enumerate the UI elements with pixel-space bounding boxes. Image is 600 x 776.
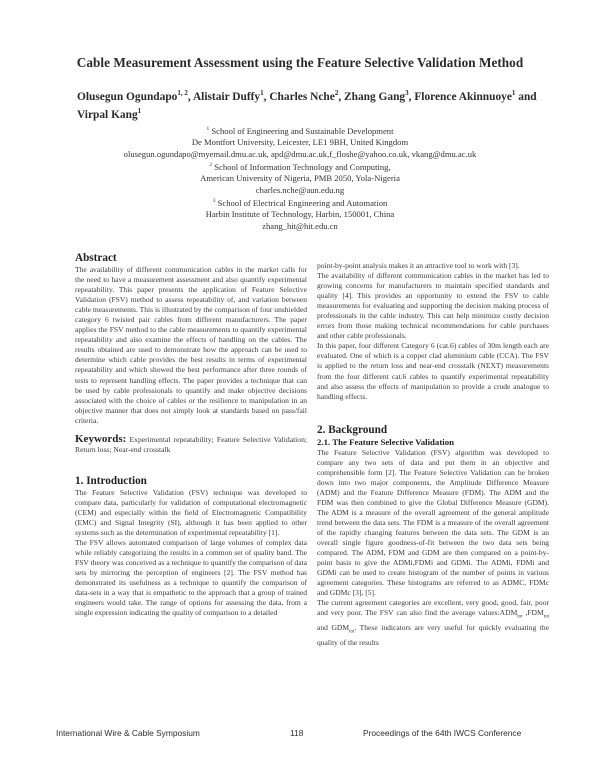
affiliation-line — [0, 196, 600, 209]
formula-subscript: tot — [517, 614, 523, 620]
affiliation-line — [0, 124, 600, 137]
page-number: 118 — [290, 728, 304, 738]
affiliation-emails: zhang_hit@hit.edu.cn — [262, 220, 338, 231]
affiliation-mark: 3 — [212, 198, 216, 205]
affiliation-mark: 2 — [209, 162, 213, 169]
author-name: Alistair Duffy — [192, 90, 261, 103]
author-affiliation-mark: 2 — [334, 89, 339, 97]
formula-separator: , — [522, 608, 528, 618]
paragraph-text: The current agreement categories are excellent, very good, good, fair, poor and very poor. The FSV can also find the average values: — [317, 598, 549, 618]
footer-proceedings: Proceedings of the 64th IWCS Conference — [363, 728, 522, 738]
author-list: Olusegun Ogundapo$^{1, 2}$, Alistair Duffy$^1$, Charles Nche$^2$, Zhang Gang$^3$, Florence Akinnuoye$^1$ and Virpal Kang$^1$ — [77, 89, 537, 121]
affiliation-school: School of Electrical Engineering and Automation — [217, 198, 388, 209]
author-conjunction: and — [518, 90, 537, 103]
keywords-text: Experimental repeatability; Feature Selective Validation; Return loss; Near-end crosstalk — [75, 434, 307, 454]
left-column — [75, 252, 307, 618]
author-name: Virpal Kang — [77, 108, 138, 121]
affiliation-line: American University of Nigeria, PMB 2050, Yola-Nigeria — [200, 173, 400, 184]
paragraph: The Feature Selective Validation (FSV) technique was developed to compare data, particularly for validation of computational electromagnetic (CEM) and especially within the field of Electromagnetic Compatibility (EMC) and Signal Integrity (SI), although it has been applied to other systems such as the determination of experimental repeatability [1]. — [75, 487, 307, 537]
right-column — [317, 261, 549, 648]
keywords — [75, 434, 307, 455]
author-name: Olusegun Ogundapo — [77, 90, 178, 103]
affiliations — [0, 124, 600, 232]
paragraph: The availability of different communication cables in the market has led to growing concerns for manufacturers to maintain specified standards and quality [4]. This provides an opportunity to extend the FSV to cable measurements for evaluating and supporting the decision making process of professionals in the cable industry. This can help minimize costly decision errors from those making technical recommendations for cable purchases and other cable professionals. — [317, 271, 549, 341]
paragraph: The Feature Selective Validation (FSV) algorithm was developed to compare any two sets of data and put them in an objective and comprehensible form [2]. The Feature Selective Validation can be broken down into two major components, the Amplitude Difference Measure (ADM) and the Feature Difference Measure (FDM). The ADM and the FDM was then combined to give the Global Difference Measure (GDM). The ADM is a measure of the overall agreement of the general amplitude trend between the data sets. The FDM is a measure of the overall agreement of the rapidly changing features between the data sets. The GDM is an overall single figure goodness-of-fit between the two data sets being compared. The ADM, FDM and GDM are then compared on a point-by-point basis to give the ADMi,FDMi and GDMi. The ADMi, FDMi and GDMi can be used to create histogram of the number of points in various agreement categories. These histograms are referred to as ADMC, FDMc and GDMc [3], [5]. — [317, 447, 549, 598]
fsv-subheading: 2.1. The Feature Selective Validation — [317, 436, 454, 447]
keywords-label: Keywords: — [75, 432, 127, 445]
affiliation-mark: 1 — [206, 126, 210, 132]
paragraph-text: . These indicators are very useful for quickly evaluating the quality of the results — [317, 622, 549, 647]
affiliation-line — [0, 160, 600, 173]
formula-subscript: tot — [543, 614, 549, 620]
page-footer — [0, 728, 600, 742]
affiliation-school: School of Information Technology and Computing, — [214, 161, 391, 172]
author-affiliation-mark: 1 — [260, 89, 264, 97]
author-name: Charles Nche — [269, 90, 335, 103]
paper-title: Cable Measurement Assessment using the Feature Selective Validation Method — [76, 55, 524, 70]
formula-separator: and — [317, 622, 332, 632]
affiliation-line: Harbin Institute of Technology, Harbin, 150001, China — [205, 209, 395, 220]
paragraph: point-by-point analysis makes it an attractive tool to work with [3]. — [317, 261, 520, 270]
author-name: Florence Akinnuoye — [414, 90, 512, 103]
author-affiliation-mark: 1, 2 — [177, 89, 188, 97]
affiliation-line: De Montfort University, Leicester, LE1 9BH, United Kingdom — [191, 137, 409, 148]
formula-term: FDM — [527, 608, 544, 618]
paragraph: The FSV allows automated comparison of large volumes of complex data while reliably categorizing the results in a common set of quality band. The FSV theory was conceived as a technique to quantify the comparison of data sets by mirroring the perception of engineers [2]. The FSV method has demonstrated its usefulness as a technique to quantify the comparison of data-sets in a way that is empathetic to the approach that a group of trained engineers would take. The range of options for assessing the data, from a single expression indicating the quality of comparison to a detailed — [75, 537, 307, 618]
author-affiliation-mark: 1 — [511, 89, 516, 97]
paragraph — [317, 598, 549, 647]
author-affiliation-mark: 1 — [137, 106, 142, 115]
footer-symposium: International Wire & Cable Symposium — [56, 728, 200, 738]
formula-term: ADM — [499, 608, 518, 618]
introduction-heading: 1. Introduction — [75, 474, 147, 487]
author-name: Zhang Gang — [344, 90, 406, 103]
abstract-text: The availability of different communication cables in the market calls for the need to have a measurement assessment and also quantify experimental repeatability. This paper presents the application of Feature Selective Validation (FSV) method to assess repeatability of, and variation between cable measurements. This is illustrated by the comparison of four unshielded category 6 twisted pair cables from different manufacturers. The paper applies the FSV method to the cable measurements to quantify experimental repeatability and also examine the effects of handling on the cables. The results obtained are used to demonstrate how the approach can be used to determine which cable provides the best results in terms of experimental repeatability and which showed the best performance after three rounds of tests to represent handling effects. The paper provides a technique that can be used by cable professionals to quantify and make objective decisions associated with the choice of cables or the resilience to manipulation in an objective manner that does not simply look at standards based on pass/fail criteria. — [75, 265, 307, 425]
abstract-heading: Abstract — [75, 252, 117, 264]
affiliation-school: School of Engineering and Sustainable Development — [211, 125, 394, 136]
formula-subscript: tot — [349, 629, 355, 635]
affiliation-emails: olusegun.ogundapo@myemail.dmu.ac.uk, apd@dmu.ac.uk,f_floshe@yahoo.co.uk, vkang@dmu.ac.uk — [123, 148, 477, 159]
paragraph: In this paper, four different Category 6 (cat.6) cables of 30m length each are evaluated. One of which is a copper clad aluminium cable (CCA). The FSV is applied to the return loss and near-end crosstalk (NEXT) measurements from the four different cat.6 cables to quantify experimental repeatability and also assess the effects of manipulation to provide a crude analogue to handling effects. — [317, 341, 549, 401]
formula-term: GDM — [331, 622, 350, 632]
background-heading: 2. Background — [317, 423, 388, 436]
affiliation-emails: charles.nche@aun.edu.ng — [255, 184, 345, 195]
author-affiliation-mark: 3 — [405, 89, 409, 97]
